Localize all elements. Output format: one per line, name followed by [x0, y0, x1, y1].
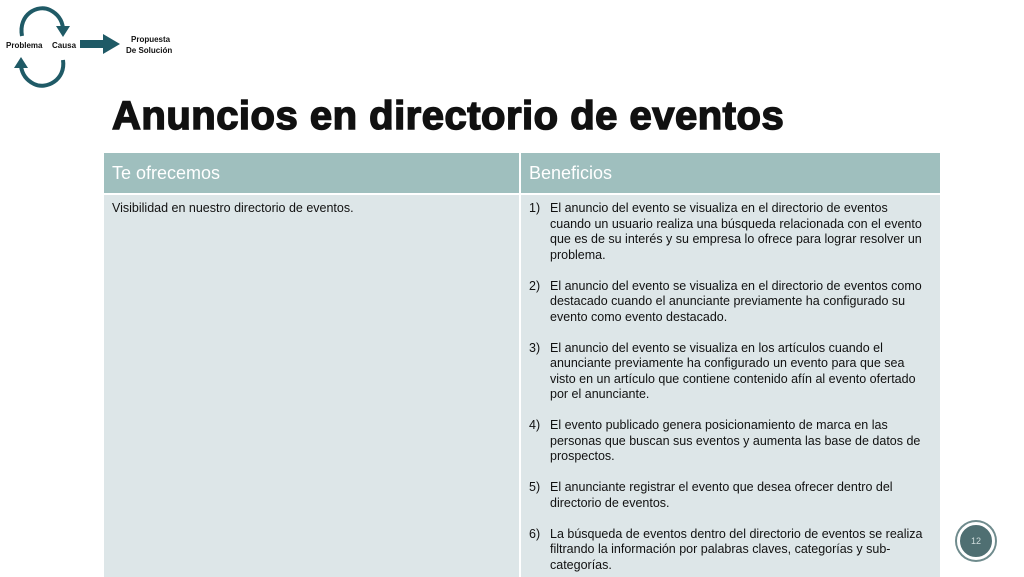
list-item	[529, 418, 932, 465]
list-item	[529, 201, 932, 263]
diagram-label-causa: Causa	[52, 41, 77, 50]
benefits-cell	[520, 194, 940, 577]
list-text: El anuncio del evento se visualiza en los artículos cuando el anunciante previamente ha configurado un evento para que sea visto en un artículo que contiene contenido afín al evento ofertado por el anunciante.	[550, 340, 916, 401]
list-item	[529, 527, 932, 574]
list-number: 1)	[529, 201, 541, 215]
list-text: El anuncio del evento se visualiza en el directorio de eventos cuando un usuario realiza una búsqueda relacionada con el evento que es de su interés y su empresa lo ofrece para lograr resolver un problema.	[550, 201, 922, 262]
page-title: Anuncios en directorio de eventos	[112, 94, 785, 138]
table-header-row	[104, 153, 940, 194]
problem-cause-diagram	[0, 0, 190, 95]
list-number: 6)	[529, 526, 541, 541]
diagram-label-problema: Problema	[6, 41, 43, 50]
list-number: 5)	[529, 480, 541, 494]
list-number: 4)	[529, 418, 541, 432]
offer-cell: Visibilidad en nuestro directorio de eventos.	[104, 194, 520, 577]
header-te-ofrecemos: Te ofrecemos	[104, 153, 520, 194]
list-text: El evento publicado genera posicionamiento de marca en las personas que buscan sus eventos y aumenta las base de datos de prospectos.	[550, 418, 921, 463]
header-beneficios: Beneficios	[520, 153, 940, 194]
list-number: 2)	[529, 278, 541, 293]
offer-benefits-table	[104, 153, 940, 577]
list-item	[529, 341, 932, 403]
list-item	[529, 480, 932, 511]
page-number-badge: 12	[957, 522, 995, 560]
diagram-label-propuesta: Propuesta	[131, 35, 171, 44]
diagram-label-solucion: De Solución	[126, 46, 173, 55]
benefits-list	[529, 201, 932, 573]
table-row	[104, 194, 940, 577]
list-number: 3)	[529, 340, 541, 355]
list-text: El anunciante registrar el evento que desea ofrecer dentro del directorio de eventos.	[550, 480, 893, 510]
list-text: El anuncio del evento se visualiza en el directorio de eventos como destacado cuando el anunciante previamente ha configurado su evento como evento destacado.	[550, 278, 922, 324]
list-item	[529, 279, 932, 326]
list-text: La búsqueda de eventos dentro del directorio de eventos se realiza filtrando la información por palabras claves, categorías y sub-categorías.	[550, 526, 923, 572]
